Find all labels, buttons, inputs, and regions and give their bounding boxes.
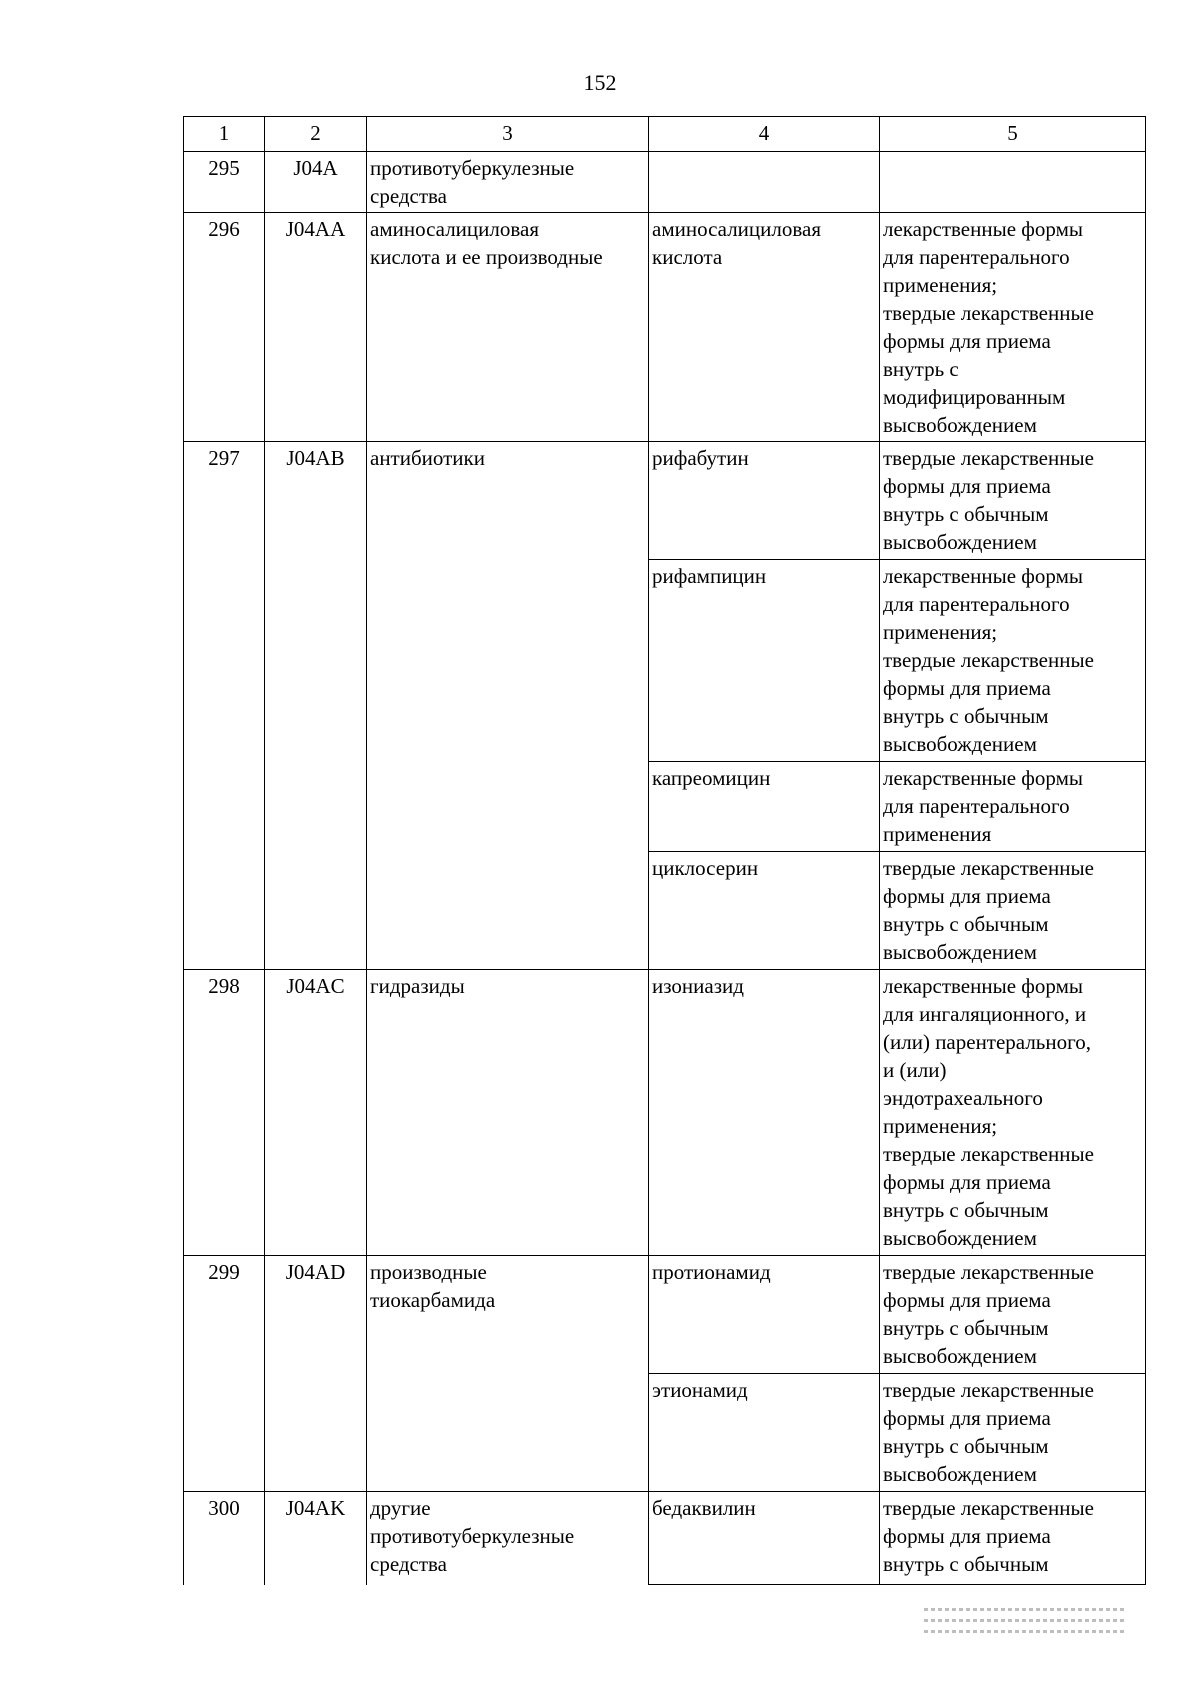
- drug-name-line: капреомицин: [652, 766, 771, 790]
- dosage-form-line: твердые лекарственные: [883, 648, 1094, 672]
- atc-code: J04AA: [265, 213, 367, 442]
- drug-name: [649, 852, 880, 970]
- header-col-5: 5: [880, 117, 1146, 152]
- dosage-form-line: лекарственные формы: [883, 974, 1083, 998]
- dosage-form-line: модифицированным: [883, 385, 1066, 409]
- header-col-3: 3: [367, 117, 649, 152]
- header-col-2: 2: [265, 117, 367, 152]
- dosage-form-line: формы для приема: [883, 474, 1051, 498]
- dosage-forms: [880, 852, 1146, 970]
- drug-name-line: рифабутин: [652, 446, 749, 470]
- atc-code: J04A: [265, 152, 367, 213]
- dosage-form-line: высвобождением: [883, 940, 1037, 964]
- table-row: [184, 213, 1146, 442]
- dosage-form-line: твердые лекарственные: [883, 1142, 1094, 1166]
- table-row: [184, 152, 1146, 213]
- dosage-form-line: твердые лекарственные: [883, 856, 1094, 880]
- dosage-form-line: твердые лекарственные: [883, 301, 1094, 325]
- dosage-form-line: высвобождением: [883, 530, 1037, 554]
- drug-table: [183, 116, 1146, 1585]
- drug-name: [649, 970, 880, 1256]
- drug-name: [649, 152, 880, 213]
- dosage-form-line: лекарственные формы: [883, 766, 1083, 790]
- group-name-line: противотуберкулезные: [370, 1524, 575, 1548]
- dosage-forms: [880, 1492, 1146, 1585]
- drug-name: [649, 762, 880, 852]
- stamp-line: [924, 1619, 1124, 1622]
- drug-name: [649, 213, 880, 442]
- dosage-form-line: внутрь с: [883, 357, 959, 381]
- drug-name: [649, 1374, 880, 1492]
- dosage-forms: [880, 152, 1146, 213]
- dosage-form-line: высвобождением: [883, 732, 1037, 756]
- row-number: 296: [184, 213, 265, 442]
- dosage-form-line: для ингаляционного, и: [883, 1002, 1087, 1026]
- atc-code: J04AD: [265, 1256, 367, 1492]
- group-name-line: средства: [370, 1552, 448, 1576]
- dosage-form-line: формы для приема: [883, 1406, 1051, 1430]
- drug-name-line: протионамид: [652, 1260, 771, 1284]
- dosage-form-line: высвобождением: [883, 413, 1037, 437]
- dosage-form-line: твердые лекарственные: [883, 1260, 1094, 1284]
- dosage-form-line: внутрь с обычным: [883, 912, 1049, 936]
- header-col-4: 4: [649, 117, 880, 152]
- stamp-line: [924, 1630, 1124, 1633]
- group-name-line: тиокарбамида: [370, 1288, 496, 1312]
- dosage-forms: [880, 1374, 1146, 1492]
- dosage-form-line: формы для приема: [883, 1170, 1051, 1194]
- table-row: [184, 442, 1146, 560]
- dosage-forms: [880, 762, 1146, 852]
- table-header-row: [184, 117, 1146, 152]
- drug-name: [649, 560, 880, 762]
- group-name: [367, 442, 649, 970]
- row-number: 299: [184, 1256, 265, 1492]
- dosage-form-line: и (или): [883, 1058, 947, 1082]
- row-number: 295: [184, 152, 265, 213]
- dosage-form-line: высвобождением: [883, 1462, 1037, 1486]
- dosage-form-line: для парентерального: [883, 794, 1070, 818]
- row-number: 297: [184, 442, 265, 970]
- dosage-form-line: лекарственные формы: [883, 564, 1083, 588]
- dosage-form-line: формы для приема: [883, 1288, 1051, 1312]
- table-row: [184, 970, 1146, 1256]
- dosage-form-line: внутрь с обычным: [883, 1552, 1049, 1576]
- dosage-forms: [880, 970, 1146, 1256]
- group-name: [367, 213, 649, 442]
- dosage-forms: [880, 1256, 1146, 1374]
- row-number: 298: [184, 970, 265, 1256]
- dosage-forms: [880, 442, 1146, 560]
- group-name-line: другие: [370, 1496, 431, 1520]
- dosage-form-line: внутрь с обычным: [883, 1316, 1049, 1340]
- atc-code: J04AK: [265, 1492, 367, 1585]
- drug-name-line: бедаквилин: [652, 1496, 756, 1520]
- row-number: 300: [184, 1492, 265, 1585]
- group-name-line: аминосалициловая: [370, 217, 539, 241]
- dosage-forms: [880, 213, 1146, 442]
- dosage-form-line: применения;: [883, 620, 998, 644]
- dosage-form-line: применения;: [883, 273, 998, 297]
- atc-code: J04AC: [265, 970, 367, 1256]
- group-name-line: противотуберкулезные: [370, 156, 575, 180]
- group-name-line: антибиотики: [370, 446, 485, 470]
- group-name: [367, 970, 649, 1256]
- scan-stamp-mark: [918, 1600, 1130, 1646]
- group-name-line: производные: [370, 1260, 487, 1284]
- dosage-form-line: высвобождением: [883, 1344, 1037, 1368]
- drug-name-line: этионамид: [652, 1378, 748, 1402]
- group-name: [367, 152, 649, 213]
- drug-name-line: изониазид: [652, 974, 744, 998]
- dosage-form-line: формы для приема: [883, 1524, 1051, 1548]
- drug-name-line: кислота: [652, 245, 723, 269]
- group-name-line: средства: [370, 184, 448, 208]
- table-row: [184, 1492, 1146, 1585]
- dosage-form-line: внутрь с обычным: [883, 502, 1049, 526]
- group-name-line: гидразиды: [370, 974, 465, 998]
- drug-name: [649, 442, 880, 560]
- group-name: [367, 1256, 649, 1492]
- stamp-line: [924, 1608, 1124, 1611]
- dosage-form-line: внутрь с обычным: [883, 1434, 1049, 1458]
- dosage-form-line: эндотрахеального: [883, 1086, 1043, 1110]
- table-row: [184, 1256, 1146, 1374]
- drug-name-line: рифампицин: [652, 564, 767, 588]
- dosage-form-line: применения;: [883, 1114, 998, 1138]
- dosage-form-line: формы для приема: [883, 884, 1051, 908]
- dosage-form-line: лекарственные формы: [883, 217, 1083, 241]
- dosage-form-line: твердые лекарственные: [883, 446, 1094, 470]
- drug-name: [649, 1492, 880, 1585]
- dosage-form-line: твердые лекарственные: [883, 1496, 1094, 1520]
- dosage-form-line: высвобождением: [883, 1226, 1037, 1250]
- dosage-form-line: внутрь с обычным: [883, 704, 1049, 728]
- atc-code: J04AB: [265, 442, 367, 970]
- drug-name-line: циклосерин: [652, 856, 759, 880]
- dosage-form-line: внутрь с обычным: [883, 1198, 1049, 1222]
- group-name: [367, 1492, 649, 1585]
- dosage-form-line: формы для приема: [883, 329, 1051, 353]
- page-number: 152: [583, 70, 617, 95]
- dosage-form-line: применения: [883, 822, 992, 846]
- dosage-form-line: твердые лекарственные: [883, 1378, 1094, 1402]
- dosage-form-line: для парентерального: [883, 245, 1070, 269]
- drug-name-line: аминосалициловая: [652, 217, 821, 241]
- dosage-form-line: (или) парентерального,: [883, 1030, 1091, 1054]
- dosage-form-line: для парентерального: [883, 592, 1070, 616]
- group-name-line: кислота и ее производные: [370, 245, 603, 269]
- dosage-forms: [880, 560, 1146, 762]
- drug-name: [649, 1256, 880, 1374]
- header-col-1: 1: [184, 117, 265, 152]
- dosage-form-line: формы для приема: [883, 676, 1051, 700]
